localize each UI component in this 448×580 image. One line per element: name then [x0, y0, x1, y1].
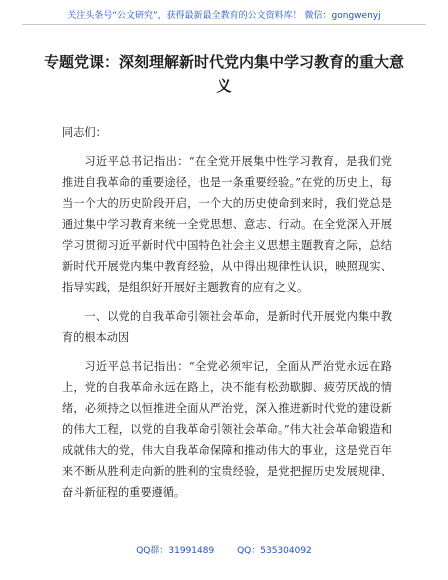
salutation: 同志们： [62, 126, 107, 139]
section-heading-1: 一、以党的自我革命引领社会革命，是新时代开展党内集中教育的根本动因 [62, 310, 392, 344]
header-rule [22, 24, 426, 25]
document-body [62, 122, 392, 511]
page-header-note: 关注头条号“公文研究”，获得最新最全教育的公文资料库！ 微信：gongwenyj [67, 11, 381, 21]
document-title: 专题党课：深刻理解新时代党内集中学习教育的重大意义 [43, 53, 404, 95]
footer-qq-contact: QQ：535304092 [237, 546, 312, 556]
paragraph-section-1: 习近平总书记指出：“全党必须牢记，全面从严治党永远在路上，党的自我革命永远在路上，决不能有松劲歇脚、疲劳厌战的情绪，必须持之以恒推进全面从严治党，深入推进新时代党的建设新的伟大工程，以党的自我革命引领社会革命。”伟大社会革命锻造和成就伟大的党，伟大自我革命保障和推动伟大的事业，这是党百年来不断从胜利走向新的胜利的宝贵经验，是党把握历史发展规律、奋斗新征程的重要遵循。 [62, 360, 392, 499]
paragraph-intro: 习近平总书记指出：“在全党开展集中性学习教育，是我们党推进自我革命的重要途径，也是一条重要经验。”在党的历史上，每当一个大的历史阶段开启，一个大的历史使命到来时，我们党总是通过集中学习教育来统一全党思想、意志、行动。在全党深入开展学习贯彻习近平新时代中国特色社会主义思想主题教育之际，总结新时代开展党内集中教育经验，从中得出规律性认识，映照现实、指导实践，是组织好开展好主题教育的应有之义。 [62, 155, 392, 294]
footer-qq-group: QQ群：31991489 [136, 546, 215, 556]
page-footer [0, 543, 448, 556]
